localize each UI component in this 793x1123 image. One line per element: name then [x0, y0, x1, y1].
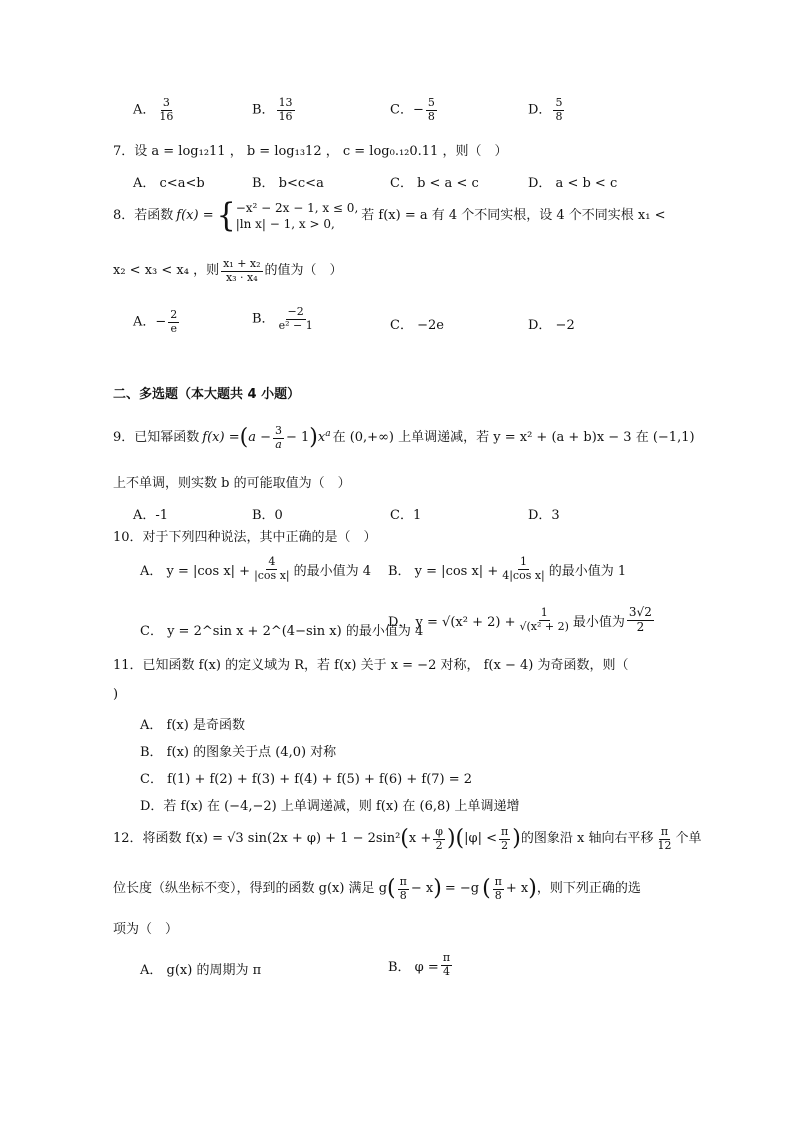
q11-stem-line1: 11．已知函数 f(x) 的定义域为 R，若 f(x) 关于 x = −2 对称， f(x − 4) 为奇函数，则（ — [113, 658, 629, 673]
q7-option-d: D． a < b < c — [528, 176, 618, 191]
q11-option-d: D．若 f(x) 在 (−4,−2) 上单调递减，则 f(x) 在 (6,8) 上单调递增 — [140, 799, 520, 814]
q9-option-b: B．0 — [252, 508, 283, 523]
q9-option-c: C．1 — [390, 508, 422, 523]
q9-stem-line2: 上不单调，则实数 b 的可能取值为（ ） — [113, 476, 351, 491]
q12-stem-line3: 项为（ ） — [113, 922, 179, 937]
q8-option-a: A．− $\frac{2}{e}$ — [133, 308, 178, 335]
q6-option-c: C．− $\frac{5}{8}$ — [390, 96, 435, 123]
q8-option-c: C． −2e — [390, 318, 444, 333]
q10-option-a: A． y = |cos x| + $\frac{4}{\text{|cos x|}}$ 的最小值为 4 — [140, 555, 372, 582]
q8-option-b: B． $\frac{-2}{\text{e² − 1}}$ — [252, 305, 313, 332]
q8-stem-line2: x₂ < x₃ < x₄ ，则 $\frac{\text{x₁ + x₂}}{\text{x₃ · x₄}}$ 的值为（ ） — [113, 257, 343, 284]
q7-option-c: C． b < a < c — [390, 176, 479, 191]
q10-option-b: B． y = |cos x| + $\frac{1}{\text{4|cos x|}}$ 的最小值为 1 — [388, 555, 627, 582]
q11-option-a: A． f(x) 是奇函数 — [140, 718, 245, 733]
q11-option-c: C． f(1) + f(2) + f(3) + f(4) + f(5) + f(6) + f(7) = 2 — [140, 772, 473, 787]
q11-option-b: B． f(x) 的图象关于点 (4,0) 对称 — [140, 745, 337, 760]
q9-option-a: A．-1 — [133, 508, 169, 523]
q7-option-a: A． c<a<b — [133, 176, 205, 191]
q8-stem-line1: 8．若函数 f(x) = { −x² − 2x − 1, x ≤ 0, |ln x| − 1, x > 0, 若 f(x) = a 有 4 个不同实根，设 4 个不同实根 x₁ < — [113, 196, 666, 235]
q10-option-c: C． y = 2^sin x + 2^(4−sin x) 的最小值为 4 — [140, 624, 424, 639]
q12-stem-line1: 12．将函数 f(x) = √3 sin(2x + φ) + 1 − 2sin² ( x + $\frac{\varphi}{2}$ ) ( |φ| < $\frac{\pi}{2}$ ) 的图象沿 x 轴向右平移 $\frac{\pi}{12}$ 个单 — [113, 825, 702, 852]
q6-option-b: B． $\frac{13}{16}$ — [252, 96, 293, 123]
q11-stem-line2: ) — [113, 687, 119, 702]
q6-option-a: A． $\frac{3}{16}$ — [133, 96, 174, 123]
q6-option-d: D． $\frac{5}{8}$ — [528, 96, 563, 123]
q10-option-d: D． y = √(x² + 2) + $\frac{1}{\text{√(x² + 2)}}$ 最小值为 $\frac{3√2}{2}$ — [388, 605, 652, 634]
q9-option-d: D．3 — [528, 508, 560, 523]
section-2-heading: 二、多选题（本大题共 4 小题） — [113, 387, 301, 402]
q9-stem-line1: 9．已知幂函数 f(x) = ( a − $\frac{3}{a}$ − 1 ) x $^a$ 在 (0,+∞) 上单调递减，若 y = x² + (a + b)x − 3 在 (−1,1) — [113, 424, 695, 451]
q7-stem: 7．设 a = log₁₂11 ， b = log₁₃12 ， c = log₀.₁₂0.11 ，则（ ） — [113, 144, 508, 159]
q10-stem: 10．对于下列四种说法，其中正确的是（ ） — [113, 530, 377, 545]
q12-option-b: B． φ = $\frac{\pi}{4}$ — [388, 951, 451, 978]
q12-stem-line2: 位长度（纵坐标不变），得到的函数 g(x) 满足 g ( $\frac{\pi}{8}$ − x ) = −g ( $\frac{\pi}{8}$ + x ) ，则下列正确的选 — [113, 875, 641, 902]
q12-option-a: A． g(x) 的周期为 π — [140, 963, 262, 978]
q8-option-d: D． −2 — [528, 318, 575, 333]
q7-option-b: B． b<c<a — [252, 176, 324, 191]
